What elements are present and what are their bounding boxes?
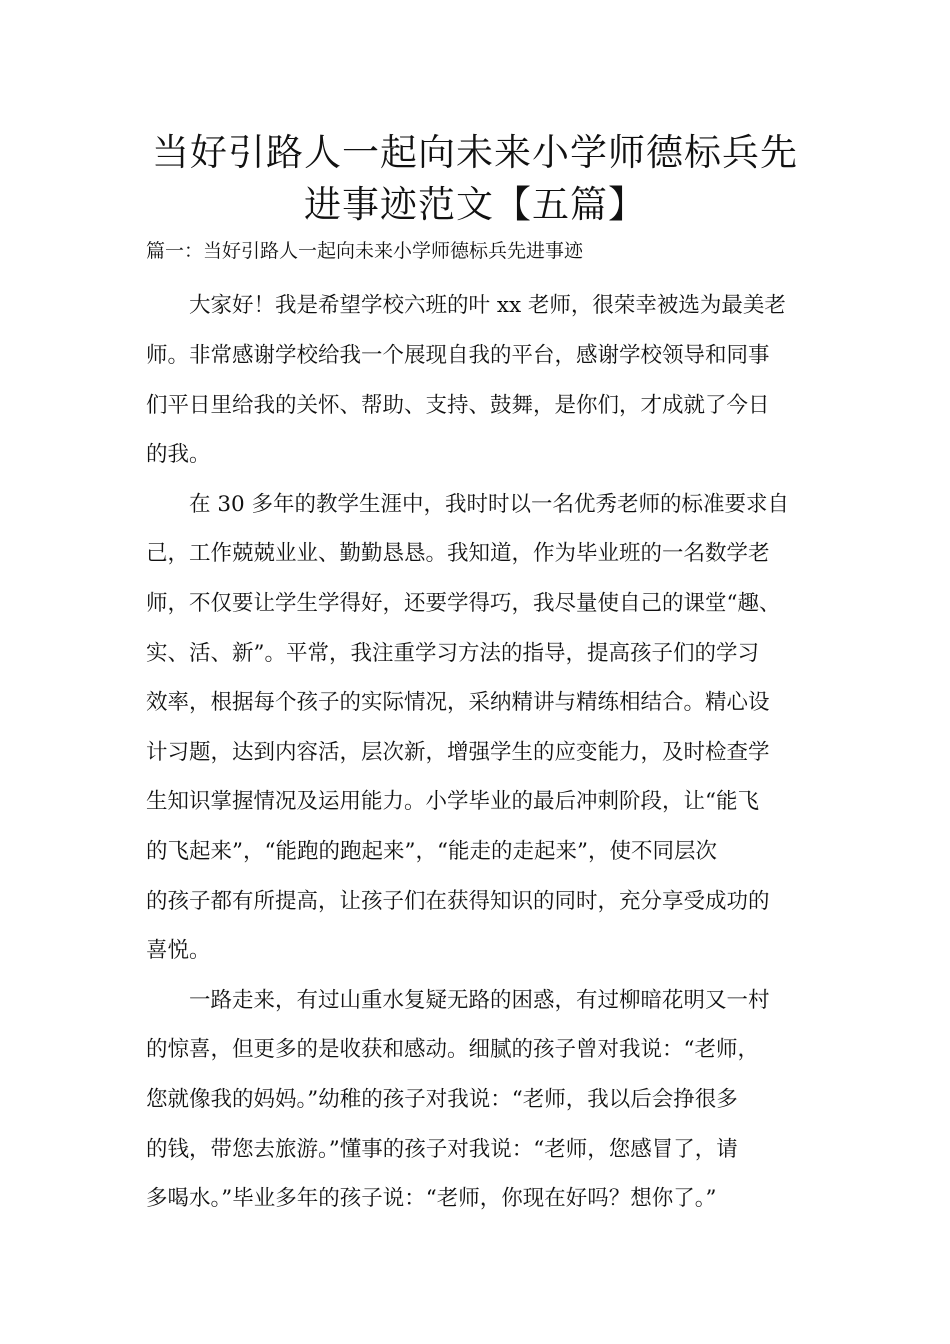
paragraph-line: 大家好！我是希望学校六班的叶 xx 老师，很荣幸被选为最美老 xyxy=(189,293,786,318)
paragraph-line: 生知识掌握情况及运用能力。小学毕业的最后冲刺阶段，让“能飞 xyxy=(146,789,759,814)
paragraph-line: 的钱，带您去旅游。”懂事的孩子对我说：“老师，您感冒了，请 xyxy=(146,1137,738,1162)
paragraph-line: 师，不仅要让学生学得好，还要学得巧，我尽量使自己的课堂“趣、 xyxy=(146,591,781,616)
paragraph-line: 多喝水。”毕业多年的孩子说：“老师，你现在好吗？想你了。” xyxy=(146,1186,717,1211)
paragraph-line: 一路走来，有过山重水复疑无路的困惑，有过柳暗花明又一村 xyxy=(189,988,770,1013)
paragraph-line: 的孩子都有所提高，让孩子们在获得知识的同时，充分享受成功的 xyxy=(146,889,770,914)
paragraph-line: 们平日里给我的关怀、帮助、支持、鼓舞，是你们，才成就了今日 xyxy=(146,393,770,418)
document-title-line-1: 当好引路人一起向未来小学师德标兵先 xyxy=(152,131,798,174)
paragraph-line: 喜悦。 xyxy=(146,938,211,963)
section-heading: 篇一：当好引路人一起向未来小学师德标兵先进事迹 xyxy=(146,240,584,262)
paragraph-line: 效率，根据每个孩子的实际情况，采纳精讲与精练相结合。精心设 xyxy=(146,690,770,715)
document-title-line-2: 进事迹范文【五篇】 xyxy=(304,183,646,226)
paragraph-line: 的飞起来”，“能跑的跑起来”，“能走的走起来”，使不同层次 xyxy=(146,839,717,864)
paragraph-line: 己，工作兢兢业业、勤勤恳恳。我知道，作为毕业班的一名数学老 xyxy=(146,541,770,566)
paragraph-line: 在 30 多年的教学生涯中，我时时以一名优秀老师的标准要求自 xyxy=(189,492,790,517)
paragraph-line: 您就像我的妈妈。”幼稚的孩子对我说：“老师，我以后会挣很多 xyxy=(146,1087,738,1112)
paragraph-line: 实、活、新”。平常，我注重学习方法的指导，提高孩子们的学习 xyxy=(146,641,759,666)
paragraph-line: 的我。 xyxy=(146,442,211,467)
paragraph-line: 的惊喜，但更多的是收获和感动。细腻的孩子曾对我说：“老师， xyxy=(146,1037,759,1062)
paragraph-line: 师。非常感谢学校给我一个展现自我的平台，感谢学校领导和同事 xyxy=(146,343,770,368)
paragraph-line: 计习题，达到内容活，层次新，增强学生的应变能力，及时检查学 xyxy=(146,740,770,765)
